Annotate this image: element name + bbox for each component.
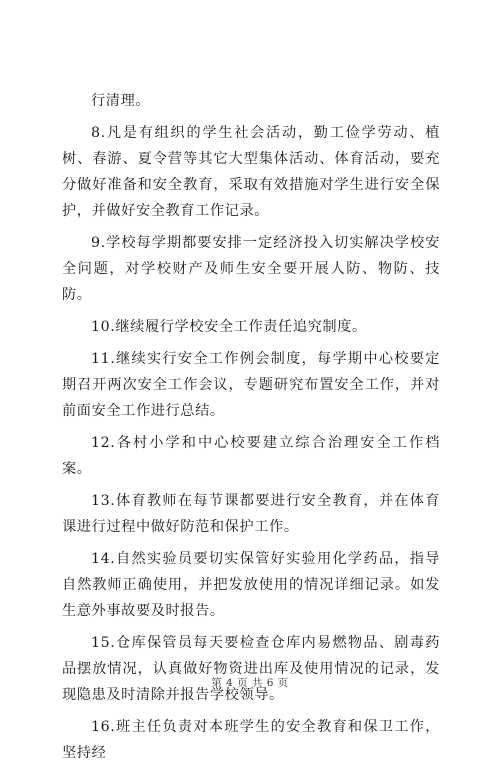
paragraph-item-12: 12.各村小学和中心校要建立综合治理安全工作档案。 bbox=[62, 435, 440, 477]
page-footer: 第 4 页 共 6 页 bbox=[211, 677, 289, 689]
paragraph-continuation: 行清理。 bbox=[91, 93, 151, 109]
paragraph-item-9: 9.学校每学期都要安排一定经济投入切实解决学校安全问题，对学校财产及师生安全要开展人防、物防、技防。 bbox=[62, 235, 440, 303]
paragraph-item-16: 16.班主任负责对本班学生的安全教育和保卫工作，坚持经 bbox=[62, 719, 440, 761]
paragraph-item-10: 10.继续履行学校安全工作责任追究制度。 bbox=[91, 319, 367, 335]
paragraph-item-13: 13.体育教师在每节课都要进行安全教育，并在体育课进行过程中做好防范和保护工作。 bbox=[62, 493, 440, 535]
paragraph-item-11: 11.继续实行安全工作例会制度，每学期中心校要定期召开两次安全工作会议，专题研究布置安全工作，并对前面安全工作进行总结。 bbox=[62, 351, 440, 419]
document-body bbox=[62, 88, 440, 772]
paragraph-item-14: 14.自然实验员要切实保管好实验用化学药品，指导自然教师正确使用，并把发放使用的情况详细记录。如发生意外事故要及时报告。 bbox=[62, 551, 440, 619]
paragraph-item-8: 8.凡是有组织的学生社会活动，勤工俭学劳动、植树、春游、夏令营等其它大型集体活动、体育活动，要充分做好准备和安全教育，采取有效措施对学生进行安全保护，并做好安全教育工作记录。 bbox=[62, 125, 440, 219]
paragraph-item-15: 15.仓库保管员每天要检查仓库内易燃物品、剧毒药品摆放情况，认真做好物资进出库及使用情况的记录，发现隐患及时清除并报告学校领导。 bbox=[62, 635, 440, 703]
